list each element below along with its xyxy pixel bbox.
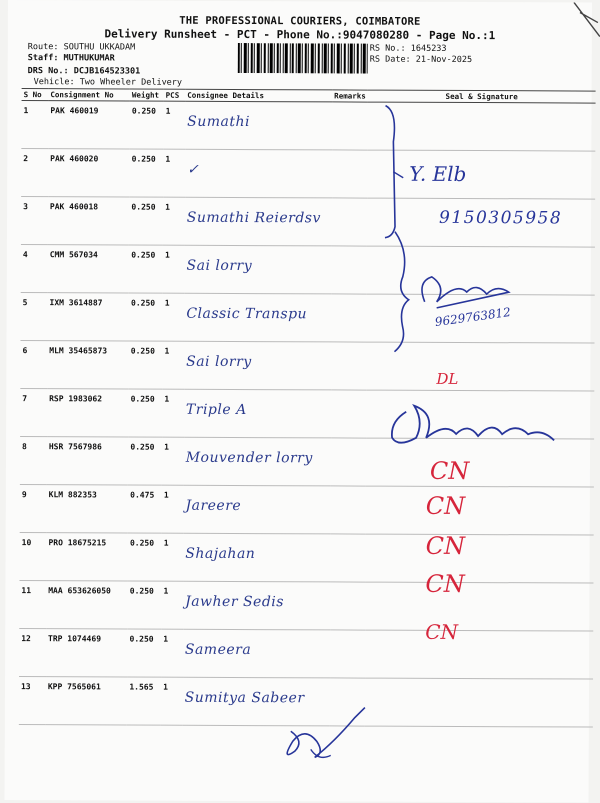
cell-weight: 0.250 [129,149,163,197]
header-remarks: Remarks [332,90,368,102]
remark-dl: DL [436,369,459,388]
cell-consignee: Sai lorry [184,341,331,390]
cell-pcs: 1 [163,101,185,149]
table-row [20,437,594,488]
cell-seal-signature [367,342,595,391]
cell-consignee: Sameera [183,629,330,678]
cell-consignment-no: MAA 653626050 [46,581,128,629]
cell-seal-signature [367,150,595,199]
cell-weight: 0.250 [128,389,162,437]
remark-cn-row13: CN [425,619,459,644]
cell-weight: 0.250 [128,533,162,581]
runsheet-page [5,0,592,803]
cell-weight: 0.250 [129,197,163,245]
cell-seal-signature [366,531,594,583]
cell-remarks [329,678,365,726]
cell-pcs: 1 [162,533,184,581]
header-consignee: Consignee Details [185,89,332,102]
bottom-signature-hook [311,749,331,757]
cell-consignment-no: KPP 7565061 [46,677,128,725]
cell-sno: 12 [19,629,46,677]
cell-pcs: 1 [163,149,185,197]
cell-pcs: 1 [163,197,185,245]
cell-pcs: 1 [161,629,183,677]
cell-consignment-no: CMM 567034 [48,245,130,293]
cell-remarks [332,150,368,198]
vehicle-label: Vehicle: Two Wheeler Delivery [33,77,183,88]
cell-consignee: Jareere [183,485,330,534]
cell-seal-signature [366,438,594,487]
table-row [21,245,595,296]
cell-remarks [330,438,366,486]
cell-seal-signature [368,102,596,151]
cell-seal-signature [365,630,593,679]
rs-number: RS No.: 1645233 [369,43,447,54]
cell-pcs: 1 [162,437,184,485]
company-title: THE PROFESSIONAL COURIERS, COIMBATORE [179,14,421,28]
phone-number-2: 9629763812 [434,304,512,330]
cell-pcs: 1 [162,389,184,437]
header-weight: Weight [130,89,164,101]
cell-remarks [330,582,366,630]
route-label: Route: SOUTHU UKKADAM [27,42,136,53]
cell-consignment-no: KLM 882353 [47,485,129,533]
cell-seal-signature [365,678,593,727]
cell-pcs: 1 [163,293,185,341]
cell-weight: 0.250 [129,341,163,389]
runsheet-title: Delivery Runsheet - PCT - Phone No.:9047080280 - Page No.:1 [104,27,496,43]
cell-weight: 0.250 [127,629,161,677]
barcode-image [238,43,368,74]
table-row [21,101,595,152]
table-row [19,629,593,680]
remark-cn-row10: CN [425,491,466,520]
cell-seal-signature [365,582,593,631]
cell-sno: 2 [21,149,48,197]
cell-sno: 8 [20,437,47,485]
cell-consignment-no: PAK 460019 [48,101,130,149]
cell-sno: 10 [19,533,46,581]
cell-consignee: Classic Transpu [184,293,331,342]
cell-weight: 0.250 [129,245,163,293]
cell-consignee: Sumathi Reierdsv [185,197,332,246]
cell-consignment-no: PAK 460018 [48,197,130,245]
cell-remarks [332,198,368,246]
cell-weight: 0.250 [128,437,162,485]
cell-consignee: Sumathi [185,101,332,150]
cell-consignee: Shajahan [183,533,330,582]
cell-consignment-no: MLM 35465873 [47,341,129,389]
rs-date: RS Date: 21-Nov-2025 [369,54,473,66]
drs-label: DRS No.: DCJB164523301 [27,66,141,77]
remark-cn-row12: CN [425,569,465,598]
cell-pcs: 1 [162,341,184,389]
cell-sno: 9 [20,485,47,533]
cell-pcs: 1 [161,677,183,725]
table-row [20,389,594,440]
cell-remarks [332,102,368,150]
cell-remarks [331,294,367,342]
runsheet-table [19,88,596,727]
cell-seal-signature [366,486,594,535]
table-row [19,533,593,584]
cell-consignee: Mouvender lorry [184,437,331,486]
cell-remarks [331,390,367,438]
cell-consignee: Jawher Sedis [183,581,330,630]
cell-pcs: 1 [161,581,183,629]
cell-sno: 6 [20,341,47,389]
remark-cn-row11: CN [425,531,466,560]
cell-weight: 0.250 [129,293,163,341]
table-row [21,149,595,200]
phone-number-1: 9150305958 [439,207,563,229]
cell-weight: 1.565 [127,677,161,725]
cell-consignee: Triple A [184,389,331,438]
cell-sno: 7 [20,389,47,437]
cell-consignment-no: PRO 18675215 [46,533,128,581]
table-row [20,341,594,392]
cell-weight: 0.475 [128,485,162,533]
remark-cn-row9: CN [429,456,470,486]
table-row [19,677,593,728]
cell-remarks [330,630,366,678]
cell-weight: 0.250 [130,101,164,149]
cell-sno: 5 [21,293,48,341]
cell-consignment-no: TRP 1074469 [46,629,128,677]
cell-sno: 3 [21,197,48,245]
table-row [19,581,593,632]
cell-weight: 0.250 [128,581,162,629]
cell-sno: 1 [21,101,48,149]
cell-consignment-no: RSP 1983062 [47,389,129,437]
cell-seal-signature [366,390,594,439]
cell-pcs: 1 [162,485,184,533]
cell-remarks [331,342,367,390]
cell-consignment-no: IXM 3614887 [47,293,129,341]
header-sno: S No [22,89,49,101]
cell-sno: 4 [21,245,48,293]
cell-remarks [331,246,367,294]
signature-text-1: Y. Elb [409,161,467,187]
cell-sno: 11 [19,581,46,629]
cell-pcs: 1 [163,245,185,293]
header-pcs: PCS [164,89,186,101]
cell-consignment-no: PAK 460020 [48,149,130,197]
cell-consignment-no: HSR 7567986 [47,437,129,485]
cell-sno: 13 [19,677,46,725]
cell-consignee: Sumitya Sabeer [183,677,330,726]
cell-remarks [330,486,366,534]
cell-consignee: ✓ [185,149,332,198]
table-row [20,485,594,536]
cell-remarks [330,534,366,582]
cell-consignee: Sai lorry [184,245,331,294]
cell-seal-signature [367,246,595,295]
staff-label: Staff: MUTHUKUMAR [27,53,115,64]
header-consignment-no: Consignment No [48,89,130,101]
header-seal-signature: Seal & Signature [368,90,596,103]
